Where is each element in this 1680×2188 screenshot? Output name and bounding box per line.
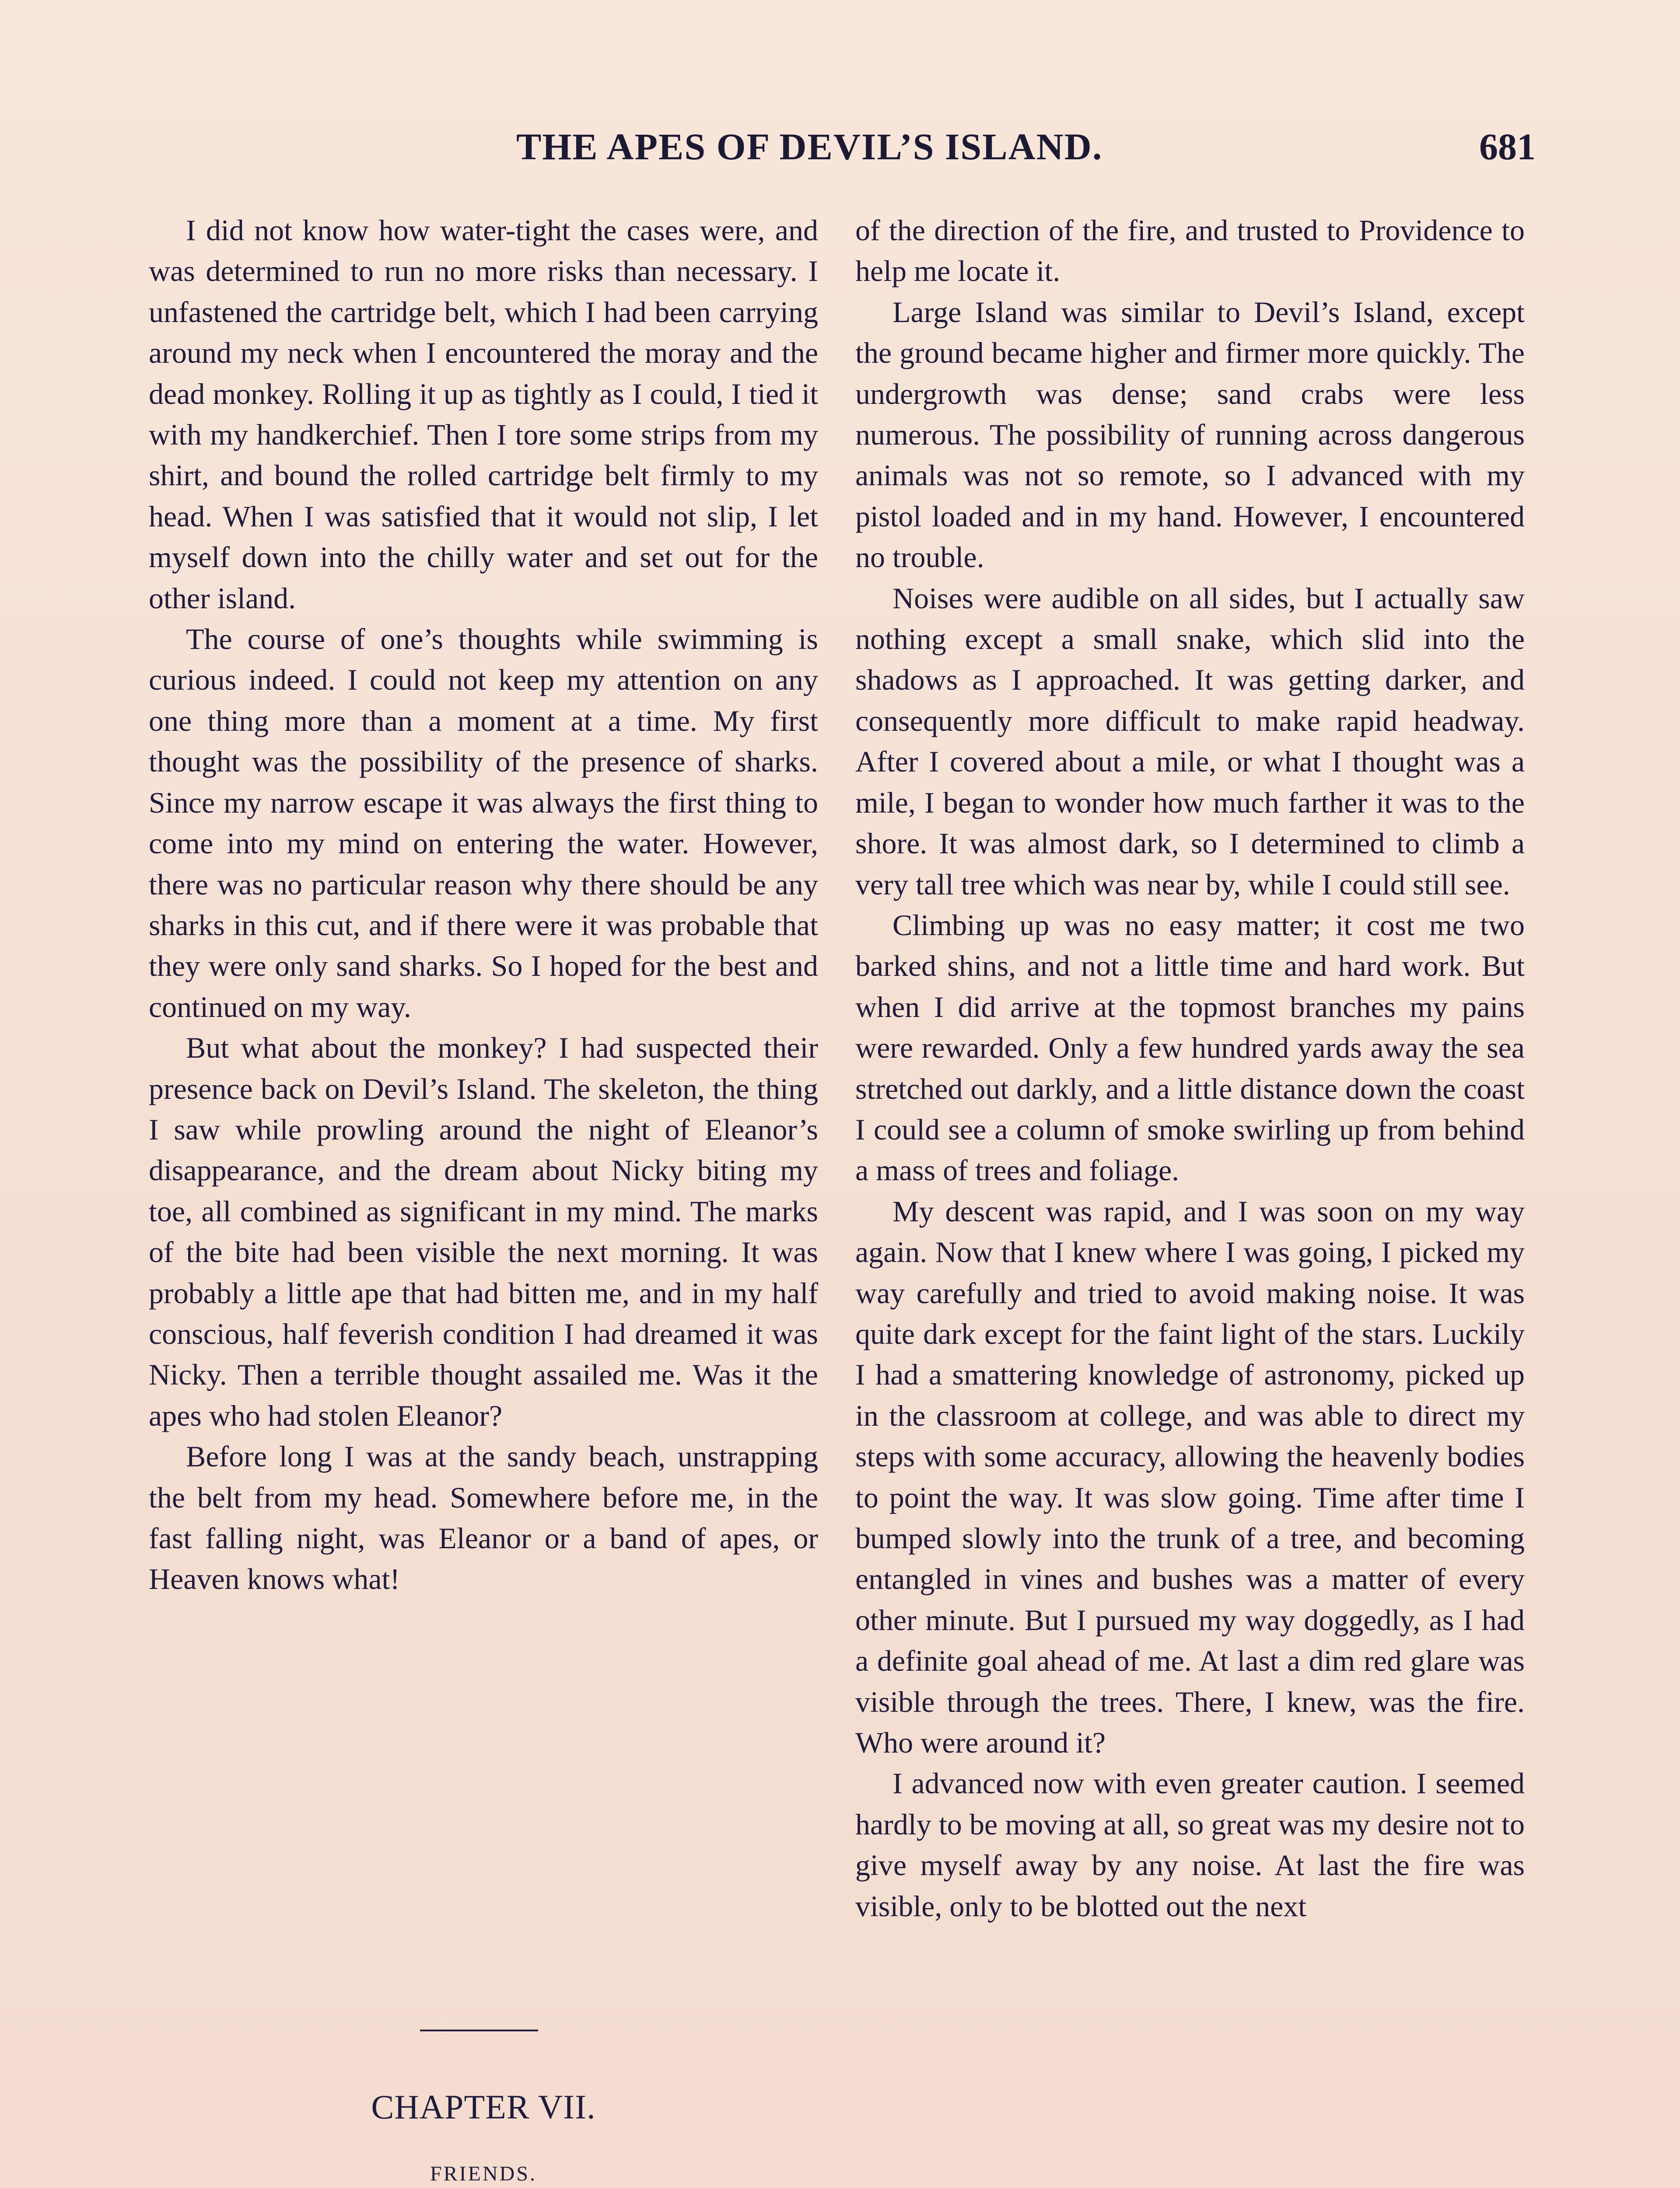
paragraph: The course of one’s thoughts while swimming is curious indeed. I could not keep my attention on any one thing more than a moment at a time. My first thought was the possibility of the presence of sharks. Since my narrow escape it was always the first thing to come into my mind on entering the water. However, there was no particular reason why there should be any sharks in this cut, and if there were it was probable that they were only sand sharks. So I hoped for the best and continued on my way. xyxy=(149,622,818,1024)
right-column xyxy=(855,210,1525,1927)
left-column xyxy=(149,210,818,1600)
page-number: 681 xyxy=(1479,126,1536,168)
paragraph: Large Island was similar to Devil’s Island, except the ground became higher and firmer more quickly. The undergrowth was dense; sand crabs were less numerous. The possibility of running across dangerous animals was not so remote, so I advanced with my pistol loaded and in my hand. However, I encountered no trouble. xyxy=(855,295,1525,574)
paragraph: Noises were audible on all sides, but I actually saw nothing except a small snake, which slid into the shadows as I approached. It was getting darker, and consequently more difficult to make rapid headway. After I covered about a mile, or what I thought was a mile, I began to wonder how much farther it was to the shore. It was almost dark, so I determined to climb a very tall tree which was near by, while I could still see. xyxy=(855,581,1525,901)
paragraph: But what about the monkey? I had suspected their presence back on Devil’s Island. The skeleton, the thing I saw while prowling around the night of Eleanor’s disappearance, and the dream about Nicky biting my toe, all combined as significant in my mind. The marks of the bite had been visible the next morning. It was probably a little ape that had bitten me, and in my half conscious, half feverish condition I had dreamed it was Nicky. Then a terrible thought assailed me. Was it the apes who had stolen Eleanor? xyxy=(149,1031,818,1432)
paragraph: I advanced now with even greater caution. I seemed hardly to be moving at all, so great was my desire not to give myself away by any noise. At last the fire was visible, only to be blotted out the next xyxy=(855,1767,1525,1923)
running-header-title: THE APES OF DEVIL’S ISLAND. xyxy=(516,126,1103,168)
chapter-heading: CHAPTER VII. xyxy=(371,2088,596,2126)
paragraph-continuation: of the direction of the fire, and trusted to Providence to help me locate it. xyxy=(855,214,1525,288)
paragraph: Before long I was at the sandy beach, unstrapping the belt from my head. Somewhere before me, in the fast falling night, was Eleanor or a band of apes, or Heaven knows what! xyxy=(149,1440,818,1596)
paragraph: Climbing up was no easy matter; it cost me two barked shins, and not a little time and hard work. But when I did arrive at the topmost branches my pains were rewarded. Only a few hundred yards away the sea stretched out darkly, and a little distance down the coast I could see a column of smoke swirling up from behind a mass of trees and foliage. xyxy=(855,908,1525,1187)
chapter-subtitle: FRIENDS. xyxy=(430,2162,537,2185)
section-divider xyxy=(420,2030,538,2031)
paragraph: I did not know how water-tight the cases were, and was determined to run no more risks than necessary. I unfastened the cartridge belt, which I had been carrying around my neck when I encountered the moray and the dead monkey. Rolling it up as tightly as I could, I tied it with my handkerchief. Then I tore some strips from my shirt, and bound the rolled cartridge belt firmly to my head. When I was satisfied that it would not slip, I let myself down into the chilly water and set out for the other island. xyxy=(149,214,818,615)
paragraph: My descent was rapid, and I was soon on my way again. Now that I knew where I was going, I picked my way carefully and tried to avoid making noise. It was quite dark except for the faint light of the stars. Luckily I had a smattering knowledge of astronomy, picked up in the classroom at college, and was able to direct my steps with some accuracy, allowing the heavenly bodies to point the way. It was slow going. Time after time I bumped slowly into the trunk of a tree, and becoming entangled in vines and bushes was a matter of every other minute. But I pursued my way doggedly, as I had a definite goal ahead of me. At last a dim red glare was visible through the trees. There, I knew, was the fire. Who were around it? xyxy=(855,1194,1525,1760)
